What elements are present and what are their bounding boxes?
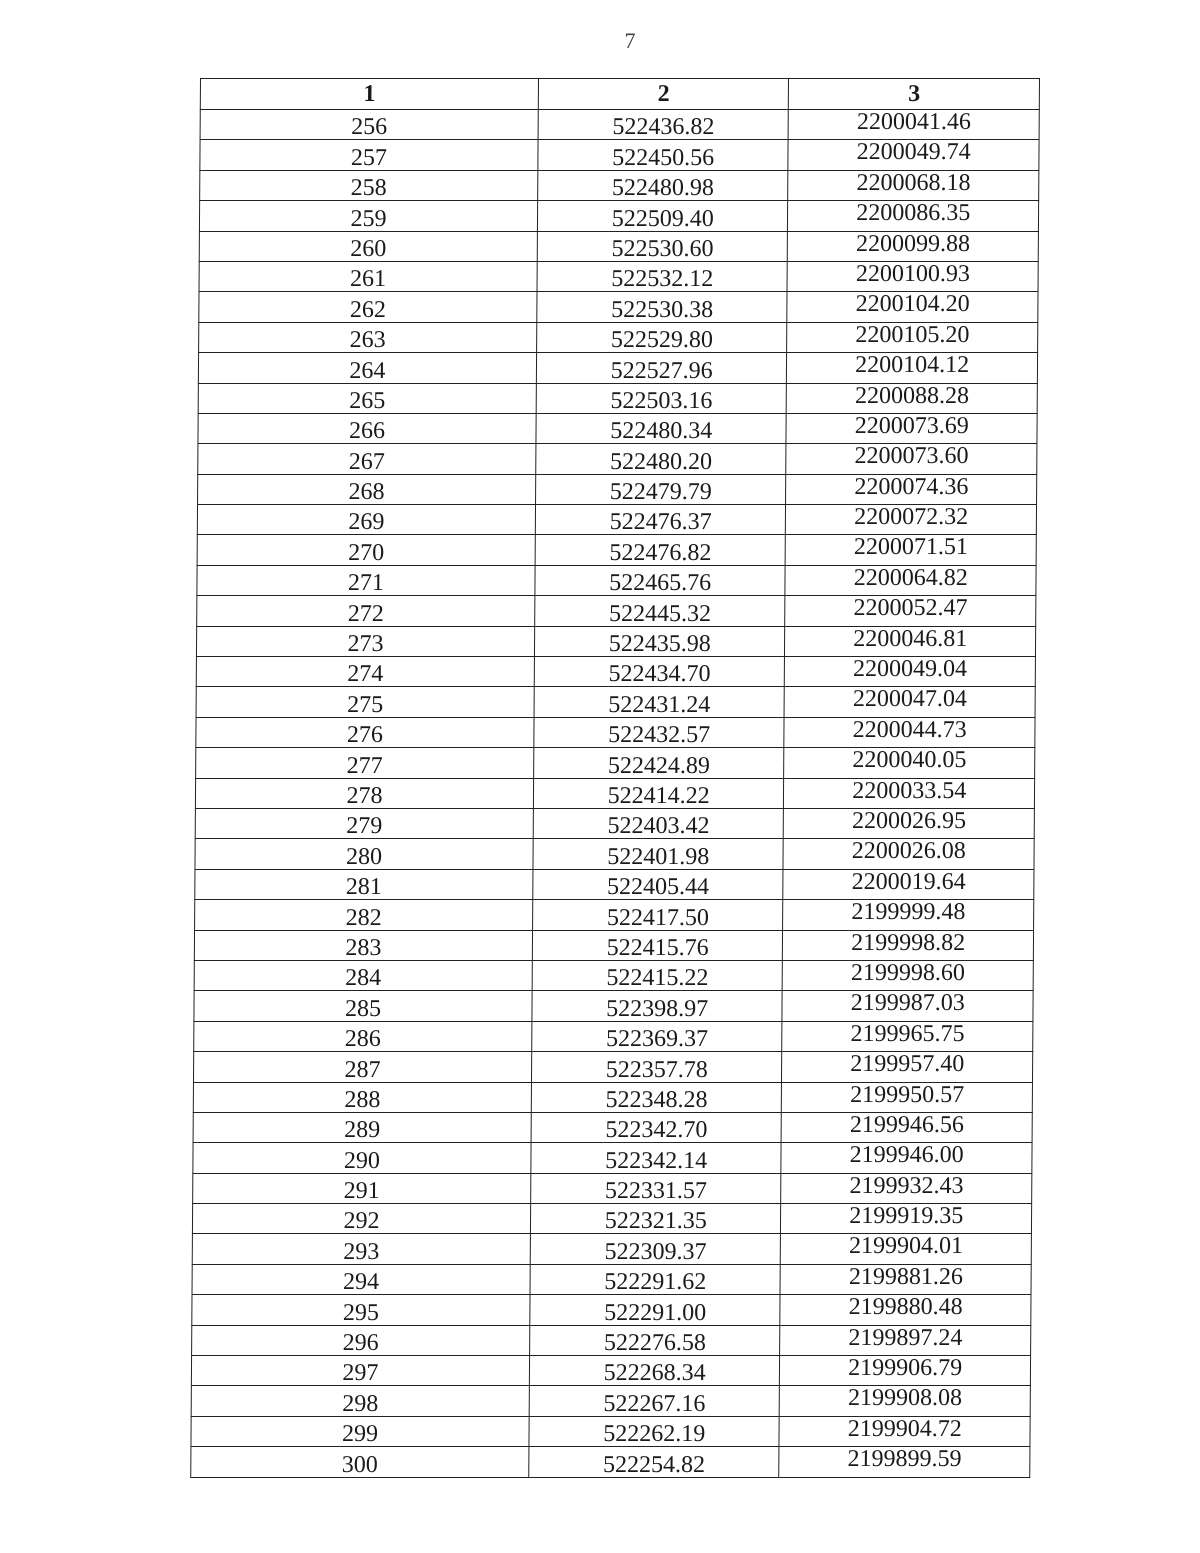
point-number-cell: 280 (195, 839, 533, 869)
point-number-cell: 296 (192, 1325, 530, 1355)
y-coordinate-cell: 2199919.35 (781, 1204, 1032, 1234)
y-coordinate-cell: 2199998.82 (783, 930, 1034, 960)
y-coordinate-cell: 2199946.00 (781, 1143, 1032, 1173)
y-coordinate-cell: 2199897.24 (780, 1325, 1031, 1355)
y-coordinate-cell: 2199908.08 (780, 1386, 1031, 1416)
table-row (199, 261, 1038, 291)
y-coordinate-cell: 2200044.73 (784, 717, 1035, 747)
point-number-cell: 268 (198, 474, 536, 504)
table-row (199, 201, 1038, 231)
point-number-cell: 295 (192, 1295, 530, 1325)
x-coordinate-cell: 522369.37 (532, 1021, 783, 1051)
table-row (198, 383, 1037, 413)
y-coordinate-cell: 2200100.93 (787, 261, 1038, 291)
point-number-cell: 262 (199, 292, 537, 322)
x-coordinate-cell: 522432.57 (534, 717, 785, 747)
x-coordinate-cell: 522479.79 (536, 474, 787, 504)
point-number-cell: 270 (197, 535, 535, 565)
x-coordinate-cell: 522321.35 (530, 1204, 781, 1234)
table-row (193, 1052, 1032, 1082)
y-coordinate-cell: 2200046.81 (785, 626, 1036, 656)
table-row (194, 991, 1033, 1021)
y-coordinate-cell: 2200033.54 (784, 778, 1035, 808)
point-number-cell: 292 (192, 1204, 530, 1234)
table-row (195, 900, 1034, 930)
point-number-cell: 261 (199, 261, 537, 291)
table-row (199, 231, 1038, 261)
column-header-2: 2 (538, 79, 789, 110)
column-header-3: 3 (789, 79, 1040, 110)
table-row (198, 444, 1037, 474)
table-row (194, 930, 1033, 960)
y-coordinate-cell: 2200073.69 (786, 413, 1037, 443)
x-coordinate-cell: 522267.16 (529, 1386, 780, 1416)
coordinates-table (190, 78, 1040, 1478)
point-number-cell: 279 (195, 808, 533, 838)
table-row (200, 170, 1039, 200)
y-coordinate-cell: 2200074.36 (786, 474, 1037, 504)
x-coordinate-cell: 522530.60 (537, 231, 788, 261)
x-coordinate-cell: 522276.58 (530, 1325, 781, 1355)
x-coordinate-cell: 522357.78 (531, 1052, 782, 1082)
point-number-cell: 257 (200, 140, 538, 170)
x-coordinate-cell: 522476.82 (535, 535, 786, 565)
y-coordinate-cell: 2200104.12 (787, 353, 1038, 383)
x-coordinate-cell: 522401.98 (533, 839, 784, 869)
page-number: 7 (624, 28, 636, 53)
table-row (195, 839, 1034, 869)
table-row (193, 1082, 1032, 1112)
point-number-cell: 294 (192, 1264, 530, 1294)
x-coordinate-cell: 522291.00 (530, 1295, 781, 1325)
table-row (191, 1356, 1030, 1386)
x-coordinate-cell: 522424.89 (534, 748, 785, 778)
table-row (194, 1021, 1033, 1051)
x-coordinate-cell: 522434.70 (534, 657, 785, 687)
x-coordinate-cell: 522503.16 (536, 383, 787, 413)
y-coordinate-cell: 2199999.48 (783, 900, 1034, 930)
x-coordinate-cell: 522480.98 (538, 170, 789, 200)
point-number-cell: 263 (199, 322, 537, 352)
y-coordinate-cell: 2199881.26 (780, 1264, 1031, 1294)
y-coordinate-cell: 2200052.47 (785, 596, 1036, 626)
point-number-cell: 258 (200, 170, 538, 200)
y-coordinate-cell: 2199957.40 (782, 1052, 1033, 1082)
y-coordinate-cell: 2200064.82 (785, 565, 1036, 595)
point-number-cell: 274 (196, 657, 534, 687)
table-row (196, 717, 1035, 747)
table-row (192, 1264, 1031, 1294)
x-coordinate-cell: 522529.80 (537, 322, 788, 352)
y-coordinate-cell: 2200088.28 (787, 383, 1038, 413)
y-coordinate-cell: 2200047.04 (785, 687, 1036, 717)
table-row (197, 565, 1036, 595)
point-number-cell: 256 (200, 110, 538, 140)
x-coordinate-cell: 522415.76 (532, 930, 783, 960)
x-coordinate-cell: 522403.42 (533, 808, 784, 838)
y-coordinate-cell: 2199904.72 (779, 1416, 1030, 1446)
table-row (192, 1325, 1031, 1355)
x-coordinate-cell: 522527.96 (536, 353, 787, 383)
point-number-cell: 266 (198, 413, 536, 443)
table-row (193, 1173, 1032, 1203)
table-row (191, 1447, 1030, 1477)
table-row (193, 1143, 1032, 1173)
x-coordinate-cell: 522342.70 (531, 1112, 782, 1142)
y-coordinate-cell: 2200026.95 (784, 808, 1035, 838)
y-coordinate-cell: 2200104.20 (787, 292, 1038, 322)
y-coordinate-cell: 2200049.74 (788, 140, 1039, 170)
x-coordinate-cell: 522417.50 (533, 900, 784, 930)
y-coordinate-cell: 2200072.32 (786, 505, 1037, 535)
x-coordinate-cell: 522480.20 (536, 444, 787, 474)
point-number-cell: 283 (194, 930, 532, 960)
y-coordinate-cell: 2199950.57 (782, 1082, 1033, 1112)
table-row (199, 322, 1038, 352)
point-number-cell: 259 (199, 201, 537, 231)
x-coordinate-cell: 522415.22 (532, 960, 783, 990)
x-coordinate-cell: 522436.82 (538, 110, 789, 140)
y-coordinate-cell: 2199899.59 (779, 1447, 1030, 1477)
x-coordinate-cell: 522342.14 (531, 1143, 782, 1173)
x-coordinate-cell: 522532.12 (537, 261, 788, 291)
point-number-cell: 293 (192, 1234, 530, 1264)
point-number-cell: 300 (191, 1447, 529, 1477)
table-row (197, 535, 1036, 565)
table-row (197, 596, 1036, 626)
point-number-cell: 275 (196, 687, 534, 717)
x-coordinate-cell: 522530.38 (537, 292, 788, 322)
y-coordinate-cell: 2199987.03 (782, 991, 1033, 1021)
table-row (196, 657, 1035, 687)
x-coordinate-cell: 522405.44 (533, 869, 784, 899)
point-number-cell: 289 (193, 1112, 531, 1142)
x-coordinate-cell: 522262.19 (529, 1416, 780, 1446)
x-coordinate-cell: 522465.76 (535, 565, 786, 595)
table-row (198, 474, 1037, 504)
x-coordinate-cell: 522509.40 (537, 201, 788, 231)
table-header (200, 79, 1039, 110)
x-coordinate-cell: 522431.24 (534, 687, 785, 717)
point-number-cell: 278 (195, 778, 533, 808)
point-number-cell: 264 (198, 353, 536, 383)
table-row (196, 626, 1035, 656)
point-number-cell: 271 (197, 565, 535, 595)
point-number-cell: 276 (196, 717, 534, 747)
point-number-cell: 277 (196, 748, 534, 778)
x-coordinate-cell: 522476.37 (535, 505, 786, 535)
table-row (195, 869, 1034, 899)
point-number-cell: 272 (197, 596, 535, 626)
point-number-cell: 267 (198, 444, 536, 474)
point-number-cell: 288 (193, 1082, 531, 1112)
x-coordinate-cell: 522435.98 (534, 626, 785, 656)
point-number-cell: 297 (191, 1356, 529, 1386)
point-number-cell: 299 (191, 1416, 529, 1446)
y-coordinate-cell: 2200073.60 (786, 444, 1037, 474)
table-row (199, 292, 1038, 322)
table-row (191, 1416, 1030, 1446)
point-number-cell: 269 (197, 505, 535, 535)
y-coordinate-cell: 2199965.75 (782, 1021, 1033, 1051)
table-body (191, 110, 1040, 1478)
x-coordinate-cell: 522450.56 (538, 140, 789, 170)
y-coordinate-cell: 2200086.35 (788, 201, 1039, 231)
point-number-cell: 298 (191, 1386, 529, 1416)
point-number-cell: 284 (194, 960, 532, 990)
y-coordinate-cell: 2199906.79 (780, 1356, 1031, 1386)
point-number-cell: 273 (196, 626, 534, 656)
table-row (192, 1204, 1031, 1234)
table-row (196, 748, 1035, 778)
y-coordinate-cell: 2199880.48 (780, 1295, 1031, 1325)
x-coordinate-cell: 522268.34 (529, 1356, 780, 1386)
table-row (191, 1386, 1030, 1416)
y-coordinate-cell: 2199998.60 (783, 960, 1034, 990)
table-row (194, 960, 1033, 990)
point-number-cell: 265 (198, 383, 536, 413)
y-coordinate-cell: 2200041.46 (789, 110, 1040, 140)
point-number-cell: 285 (194, 991, 532, 1021)
y-coordinate-cell: 2199946.56 (782, 1112, 1033, 1142)
y-coordinate-cell: 2199932.43 (781, 1173, 1032, 1203)
table-row (196, 687, 1035, 717)
point-number-cell: 282 (195, 900, 533, 930)
point-number-cell: 287 (193, 1052, 531, 1082)
table-row (198, 413, 1037, 443)
point-number-cell: 291 (193, 1173, 531, 1203)
x-coordinate-cell: 522309.37 (530, 1234, 781, 1264)
y-coordinate-cell: 2200049.04 (785, 657, 1036, 687)
y-coordinate-cell: 2200068.18 (788, 170, 1039, 200)
point-number-cell: 286 (194, 1021, 532, 1051)
x-coordinate-cell: 522414.22 (533, 778, 784, 808)
table-row (197, 505, 1036, 535)
table-row (192, 1234, 1031, 1264)
table-row (193, 1112, 1032, 1142)
x-coordinate-cell: 522480.34 (536, 413, 787, 443)
table-row (195, 778, 1034, 808)
point-number-cell: 260 (199, 231, 537, 261)
x-coordinate-cell: 522445.32 (535, 596, 786, 626)
header-row (200, 79, 1039, 110)
x-coordinate-cell: 522331.57 (531, 1173, 782, 1203)
table-row (200, 110, 1039, 140)
y-coordinate-cell: 2200105.20 (787, 322, 1038, 352)
point-number-cell: 290 (193, 1143, 531, 1173)
y-coordinate-cell: 2200026.08 (783, 839, 1034, 869)
point-number-cell: 281 (195, 869, 533, 899)
y-coordinate-cell: 2200099.88 (788, 231, 1039, 261)
y-coordinate-cell: 2200071.51 (786, 535, 1037, 565)
x-coordinate-cell: 522348.28 (531, 1082, 782, 1112)
x-coordinate-cell: 522291.62 (530, 1264, 781, 1294)
table-row (192, 1295, 1031, 1325)
x-coordinate-cell: 522398.97 (532, 991, 783, 1021)
table-row (200, 140, 1039, 170)
y-coordinate-cell: 2200040.05 (784, 748, 1035, 778)
y-coordinate-cell: 2200019.64 (783, 869, 1034, 899)
y-coordinate-cell: 2199904.01 (781, 1234, 1032, 1264)
x-coordinate-cell: 522254.82 (529, 1447, 780, 1477)
table-row (195, 808, 1034, 838)
column-header-1: 1 (200, 79, 538, 110)
table-row (198, 353, 1037, 383)
